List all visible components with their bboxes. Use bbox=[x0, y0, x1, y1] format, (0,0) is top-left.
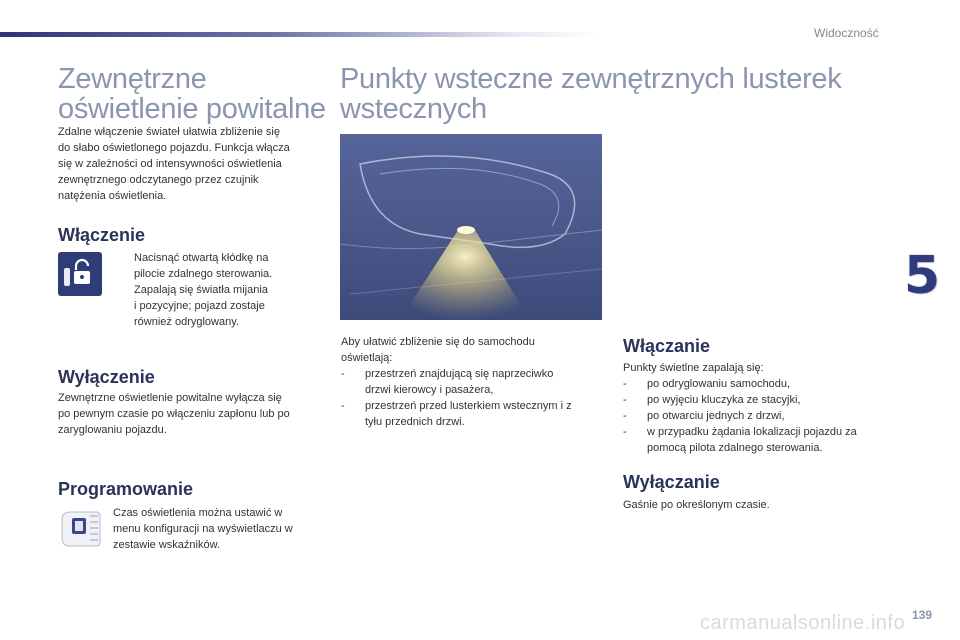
left-on-heading: Włączenie bbox=[58, 225, 146, 245]
dash-marker: - bbox=[623, 426, 627, 438]
left-prog-line: Czas oświetlenia można ustawić w bbox=[113, 507, 283, 519]
left-intro bbox=[58, 124, 328, 204]
right-off-heading: Wyłączanie bbox=[623, 472, 720, 492]
remote-unlock-icon bbox=[58, 252, 102, 296]
dash-marker: - bbox=[623, 394, 627, 406]
left-intro-line: do słabo oświetlonego pojazdu. Funkcja włącza bbox=[58, 142, 290, 154]
left-prog-heading: Programowanie bbox=[58, 479, 194, 499]
left-on-line: Nacisnąć otwartą kłódkę na bbox=[134, 252, 269, 264]
chapter-number: 5 bbox=[904, 246, 941, 306]
list-item bbox=[623, 408, 905, 424]
left-on-line: również odryglowany. bbox=[134, 316, 239, 328]
list-item-line: w przypadku żądania lokalizacji pojazdu za bbox=[647, 426, 857, 438]
page-number: 139 bbox=[912, 608, 933, 622]
section-title: Widoczność bbox=[814, 26, 879, 40]
list-item-line: po wyjęciu kluczyka ze stacyjki, bbox=[647, 394, 801, 406]
list-item-line: po otwarciu jednych z drzwi, bbox=[647, 410, 785, 422]
left-title-line1: Zewnętrzne bbox=[58, 63, 207, 95]
list-item-line: przestrzeń przed lusterkiem wstecznym i z bbox=[365, 400, 572, 412]
header-gradient-bar bbox=[0, 32, 600, 37]
middle-title bbox=[340, 64, 841, 124]
left-title bbox=[58, 64, 326, 124]
left-prog-line: menu konfiguracji na wyświetlaczu w bbox=[113, 523, 293, 535]
left-off-heading: Wyłączenie bbox=[58, 367, 155, 387]
list-item bbox=[623, 392, 905, 408]
list-item-line: tyłu przednich drzwi. bbox=[365, 416, 465, 428]
left-on-line: pilocie zdalnego sterowania. bbox=[134, 268, 273, 280]
dash-marker: - bbox=[341, 400, 345, 412]
right-on-heading: Włączanie bbox=[623, 336, 711, 356]
left-prog-text bbox=[113, 505, 323, 553]
left-off-text bbox=[58, 390, 328, 438]
left-intro-line: zewnętrznego odczytanego przez czujnik bbox=[58, 174, 259, 186]
list-item bbox=[341, 398, 607, 430]
dash-marker: - bbox=[341, 368, 345, 380]
right-on-intro: Punkty świetlne zapalają się: bbox=[623, 362, 764, 374]
left-off-line: po pewnym czasie po włączeniu zapłonu lub po bbox=[58, 408, 290, 420]
left-off-line: zaryglowaniu pojazdu. bbox=[58, 424, 167, 436]
left-intro-line: natężenia oświetlenia. bbox=[58, 190, 167, 202]
middle-intro-line: oświetlają: bbox=[341, 352, 393, 364]
list-item-line: przestrzeń znajdującą się naprzeciwko bbox=[365, 368, 554, 380]
middle-intro-line: Aby ułatwić zbliżenie się do samochodu bbox=[341, 336, 535, 348]
left-prog-line: zestawie wskaźników. bbox=[113, 539, 220, 551]
left-intro-line: Zdalne włączenie świateł ułatwia zbliżenie się bbox=[58, 126, 280, 138]
instrument-panel-icon bbox=[58, 506, 104, 548]
right-on-list bbox=[623, 376, 905, 456]
list-item bbox=[623, 424, 905, 456]
mirror-light-illustration bbox=[340, 134, 602, 320]
middle-intro bbox=[341, 334, 603, 366]
dash-marker: - bbox=[623, 410, 627, 422]
list-item-line: pomocą pilota zdalnego sterowania. bbox=[647, 442, 823, 454]
left-intro-line: się w zależności od intensywności oświetlenia bbox=[58, 158, 282, 170]
list-item bbox=[341, 366, 607, 398]
list-item-line: po odryglowaniu samochodu, bbox=[647, 378, 791, 390]
dash-marker: - bbox=[623, 378, 627, 390]
list-item-line: drzwi kierowcy i pasażera, bbox=[365, 384, 494, 396]
middle-title-line2: wstecznych bbox=[340, 93, 487, 125]
left-title-line2: oświetlenie powitalne bbox=[58, 93, 326, 125]
list-item bbox=[623, 376, 905, 392]
left-on-text bbox=[134, 250, 324, 330]
watermark: carmanualsonline.info bbox=[700, 612, 906, 634]
left-on-line: i pozycyjne; pojazd zostaje bbox=[134, 300, 265, 312]
middle-title-line1: Punkty wsteczne zewnętrznych lusterek bbox=[340, 63, 842, 95]
left-off-line: Zewnętrzne oświetlenie powitalne wyłącza się bbox=[58, 392, 282, 404]
middle-list bbox=[341, 366, 607, 430]
right-off-text: Gaśnie po określonym czasie. bbox=[623, 499, 770, 511]
left-on-line: Zapalają się światła mijania bbox=[134, 284, 268, 296]
